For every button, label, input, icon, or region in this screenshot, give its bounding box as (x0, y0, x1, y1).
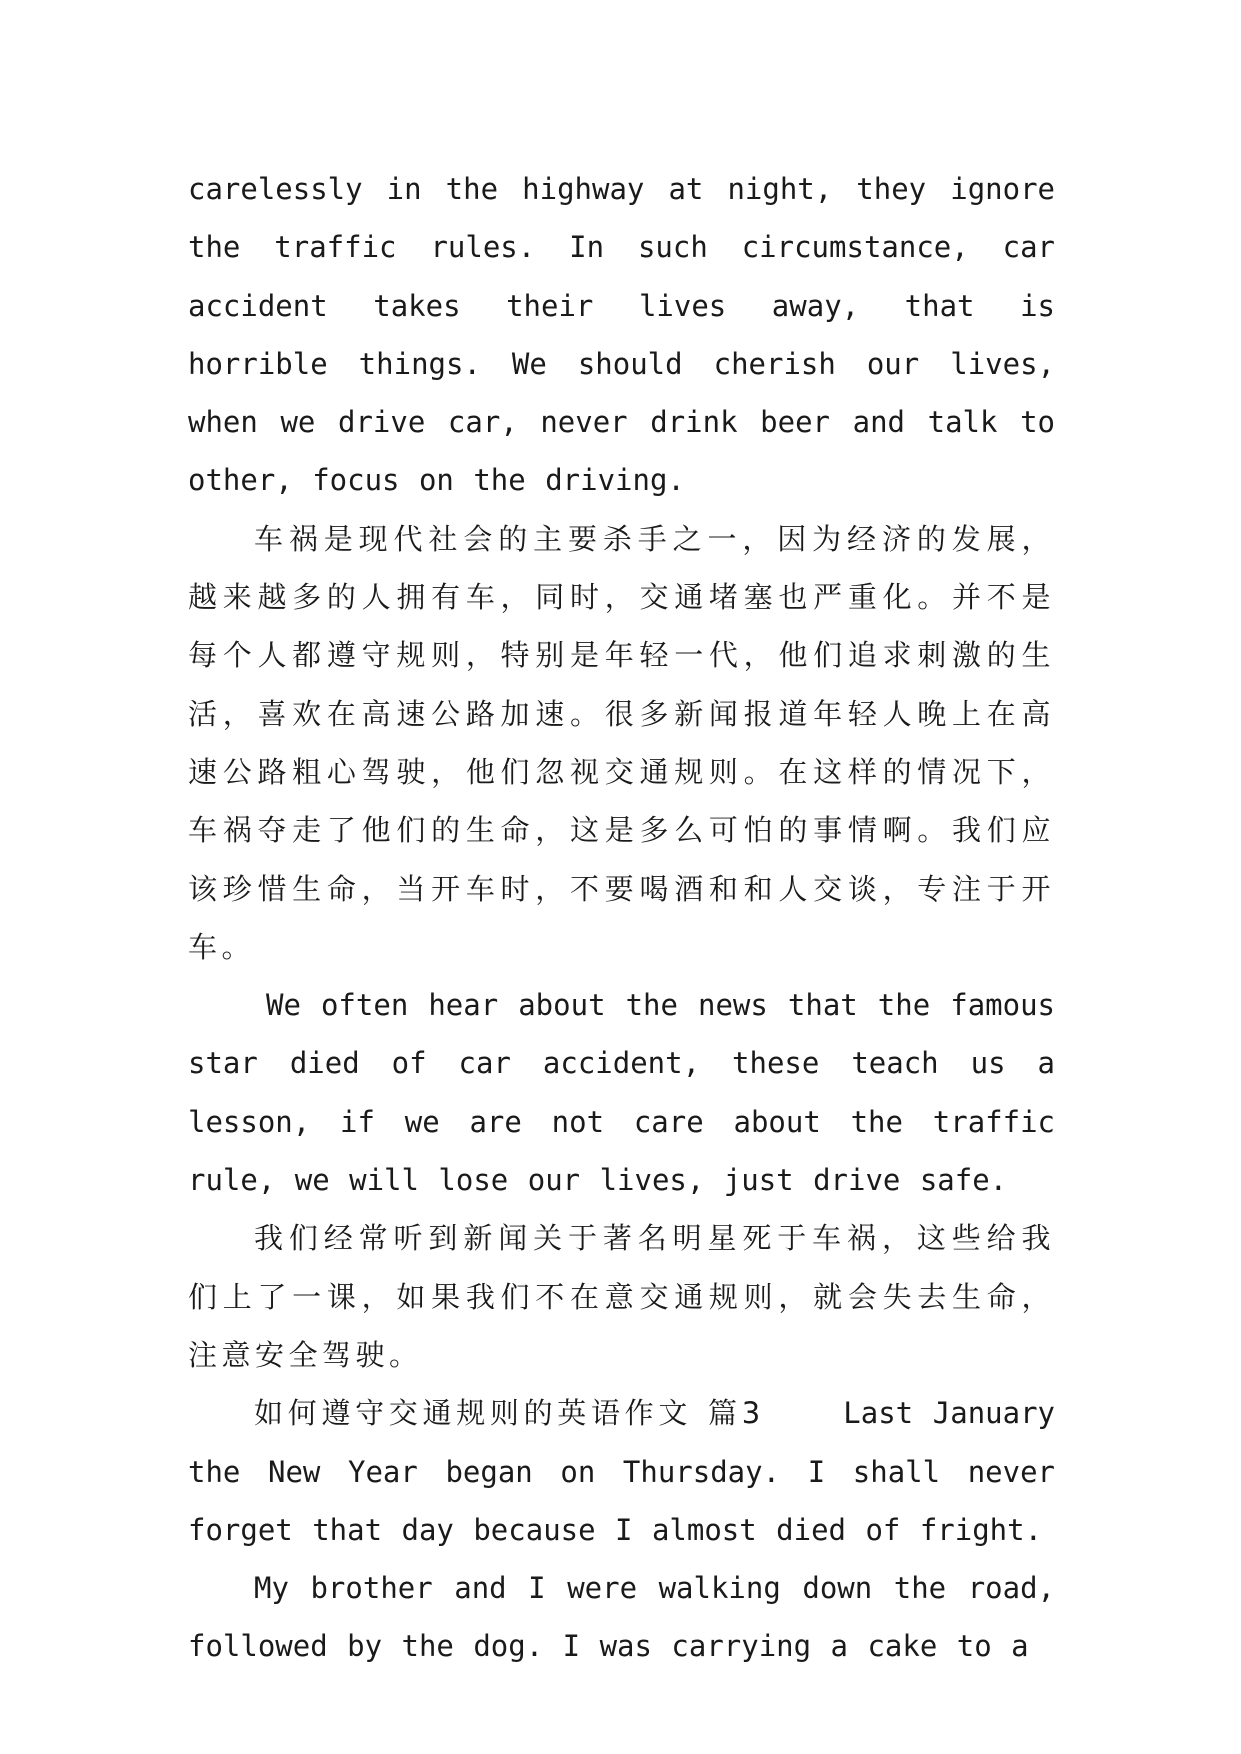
paragraph-chinese-1: 车祸是现代社会的主要杀手之一，因为经济的发展，越来越多的人拥有车，同时，交通堵塞也严重化。并不是每个人都遵守规则，特别是年轻一代，他们追求刺激的生活，喜欢在高速公路加速。很多新闻报道年轻人晚上在高速公路粗心驾驶，他们忽视交通规则。在这样的情况下，车祸夺走了他们的生命，这是多么可怕的事情啊。我们应该珍惜生命，当开车时，不要喝酒和和人交谈，专注于开车。 (188, 521, 1055, 964)
paragraph-english-2: We often hear about the news that the famous star died of car accident, these teach us a lesson, if we are not care about the traffic rule, we will lose our lives, just drive safe. (188, 988, 1055, 1198)
paragraph-english-1: carelessly in the highway at night, they ignore the traffic rules. In such circumstance, car accident takes their lives away, that is horrible things. We should cherish our lives, when we drive car, never drink beer and talk to other, focus on the driving. (188, 172, 1055, 498)
section-3-text: Last January the New Year began on Thursday. I shall never forget that day because I almost died of fright. (188, 1396, 1056, 1547)
document-body (188, 160, 1055, 1676)
paragraph-chinese-2: 我们经常听到新闻关于著名明星死于车祸，这些给我们上了一课，如果我们不在意交通规则，就会失去生命，注意安全驾驶。 (188, 1221, 1055, 1372)
paragraph-section-3 (188, 1384, 1055, 1559)
paragraph-english-3: My brother and I were walking down the road, followed by the dog. I was carrying a cake to a (188, 1571, 1055, 1664)
section-heading: 如何遵守交通规则的英语作文 篇3 (254, 1396, 765, 1431)
